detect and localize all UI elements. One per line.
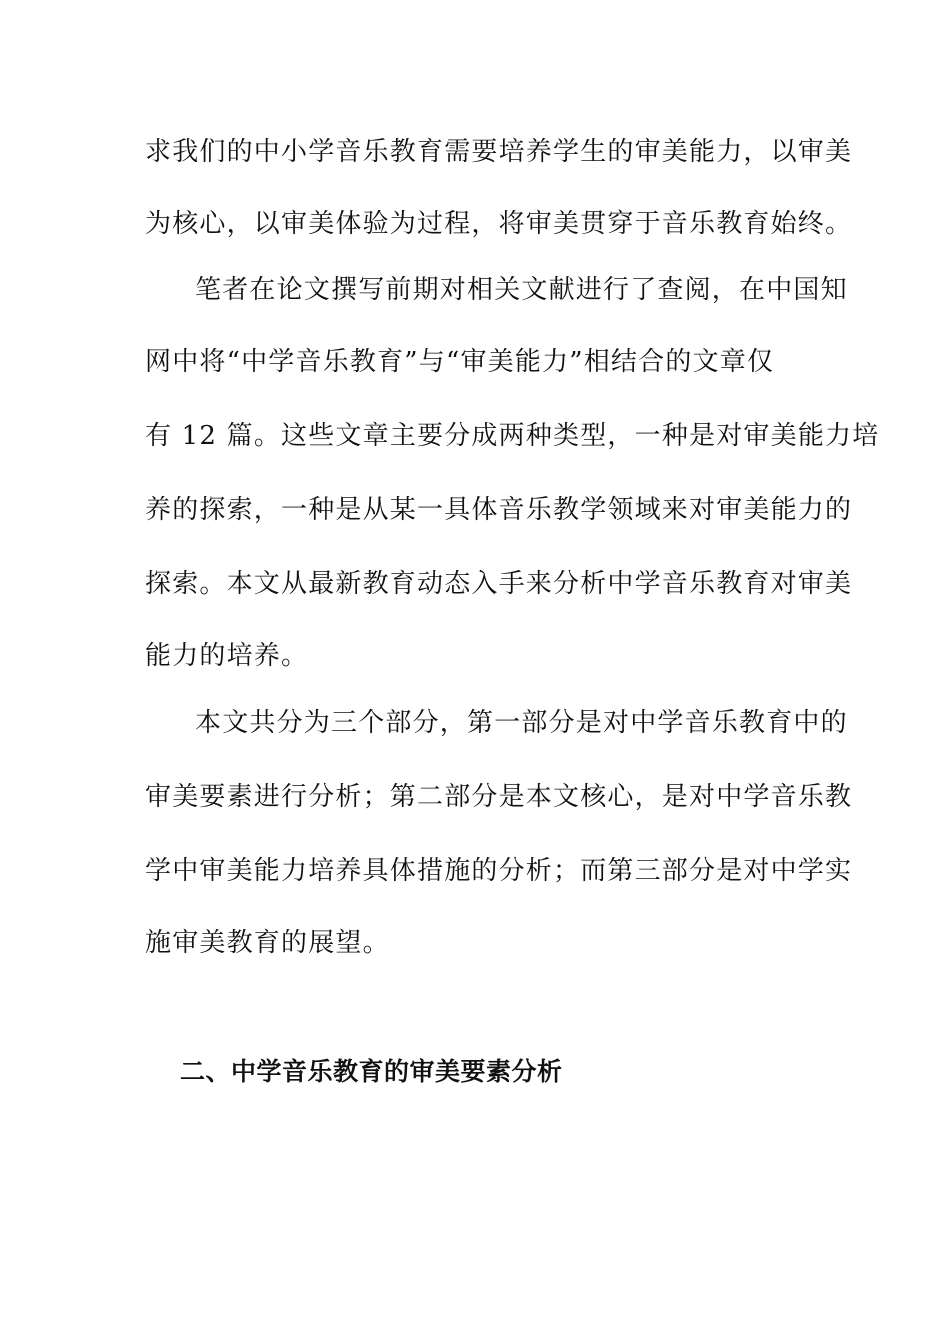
- paragraph-2-line-3: 有 12 篇。这些文章主要分成两种类型，一种是对审美能力培: [145, 421, 880, 451]
- section-heading: 二、中学音乐教育的审美要素分析: [180, 1057, 563, 1086]
- paragraph-2-line-6: 能力的培养。: [145, 641, 309, 671]
- paragraph-3-line-4: 施审美教育的展望。: [145, 928, 390, 958]
- paragraph-1-line-2: 为核心，以审美体验为过程，将审美贯穿于音乐教育始终。: [145, 209, 853, 239]
- paragraph-2-line-5: 探索。本文从最新教育动态入手来分析中学音乐教育对审美: [145, 569, 853, 599]
- paragraph-2-line-1: 笔者在论文撰写前期对相关文献进行了查阅，在中国知: [195, 275, 848, 305]
- paragraph-3-line-3: 学中审美能力培养具体措施的分析；而第三部分是对中学实: [145, 856, 853, 886]
- paragraph-3-line-2: 审美要素进行分析；第二部分是本文核心，是对中学音乐教: [145, 782, 853, 812]
- paragraph-2-line-4: 养的探索，一种是从某一具体音乐教学领域来对审美能力的: [145, 495, 853, 525]
- paragraph-1-line-1: 求我们的中小学音乐教育需要培养学生的审美能力，以审美: [145, 137, 853, 167]
- paragraph-3-line-1: 本文共分为三个部分，第一部分是对中学音乐教育中的: [195, 708, 848, 738]
- paragraph-2-line-2: 网中将“中学音乐教育”与“审美能力”相结合的文章仅: [145, 347, 775, 377]
